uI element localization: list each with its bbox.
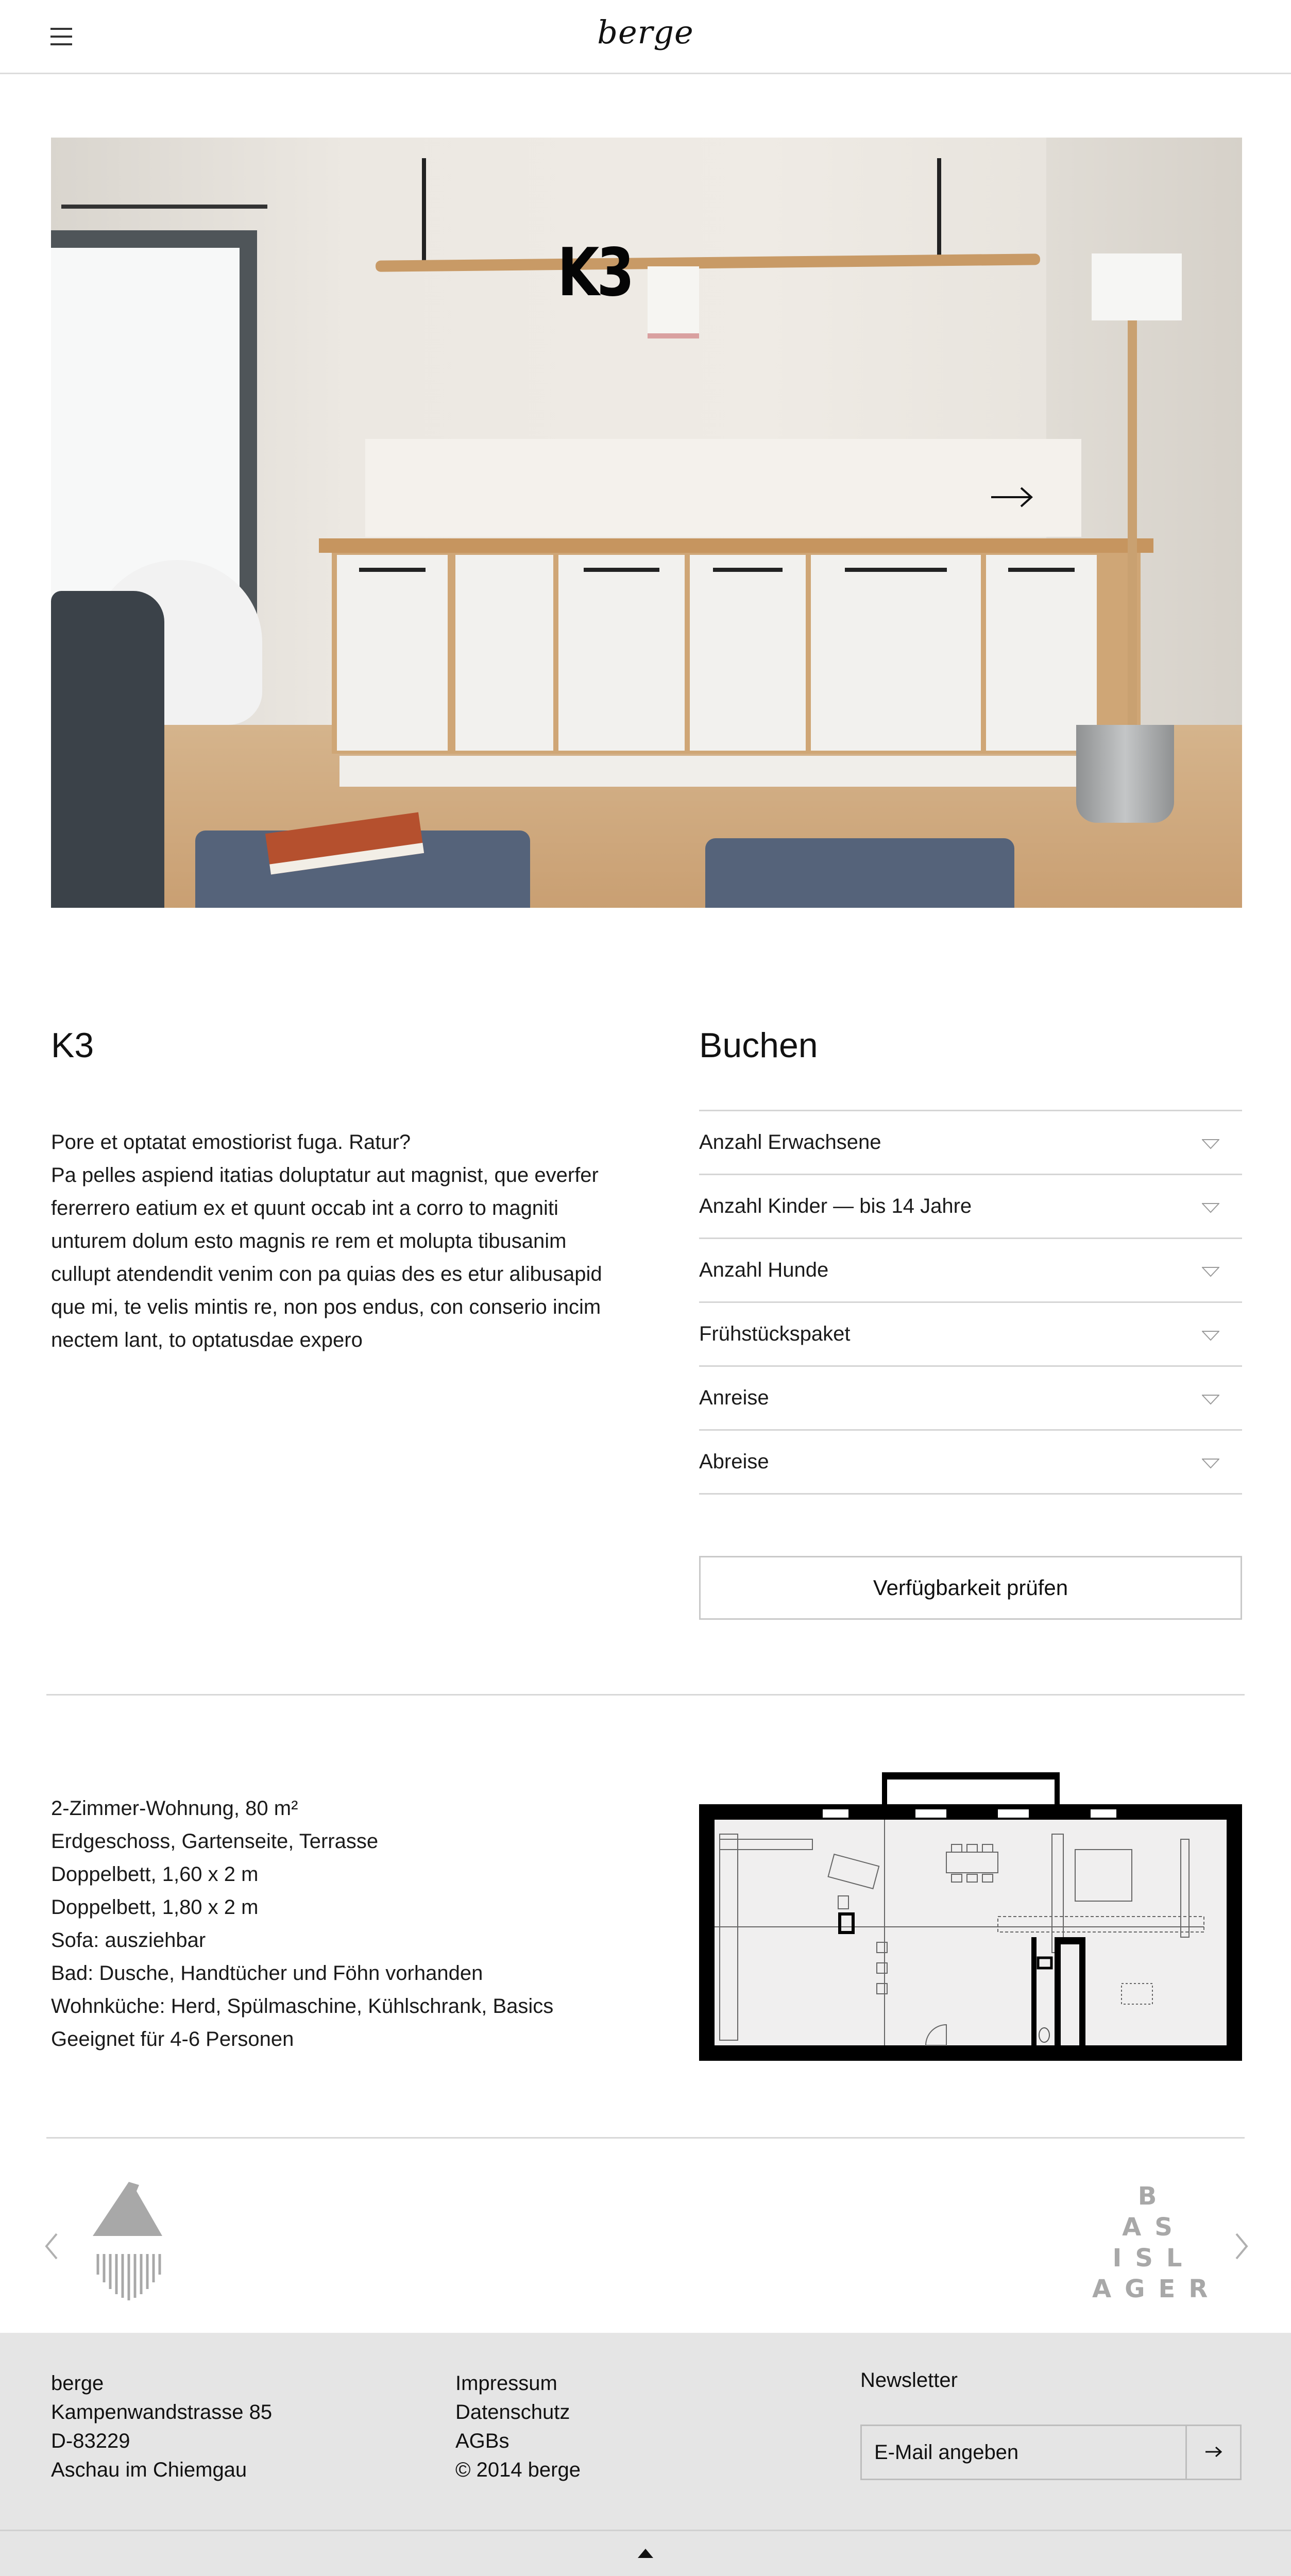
site-footer (0, 2333, 1291, 2530)
chevron-down-icon (1202, 1459, 1219, 1469)
dogs-select[interactable] (699, 1239, 1242, 1303)
hamburger-menu-icon[interactable] (50, 28, 72, 45)
field-label: Anreise (699, 1386, 769, 1409)
breakfast-select[interactable] (699, 1303, 1242, 1367)
field-label: Anzahl Erwachsene (699, 1131, 881, 1154)
departure-select[interactable] (699, 1431, 1242, 1495)
feature-list (51, 1792, 669, 2056)
hero-title: K3 (557, 234, 632, 311)
footer-address (51, 2369, 272, 2484)
booking-title: Buchen (699, 1026, 818, 1065)
chevron-down-icon (1202, 1139, 1219, 1149)
newsletter-title: Newsletter (860, 2369, 958, 2392)
booking-form (699, 1110, 1242, 1495)
apartment-description (51, 1126, 607, 1357)
footer-links (455, 2369, 581, 2484)
triangle-up-icon[interactable] (637, 2546, 654, 2561)
arrow-right-icon[interactable] (989, 482, 1035, 513)
section-divider (46, 2137, 1245, 2139)
floor-plan (699, 1772, 1242, 2061)
copyright-text: © 2014 berge (455, 2459, 581, 2481)
feature-item: Doppelbett, 1,60 x 2 m (51, 1863, 259, 1886)
site-header (0, 0, 1291, 74)
footer-link-datenschutz[interactable]: Datenschutz (455, 2401, 570, 2424)
feature-item: Bad: Dusche, Handtücher und Föhn vorhanden (51, 1962, 483, 1985)
feature-item: Sofa: ausziehbar (51, 1929, 206, 1952)
apartment-title: K3 (51, 1026, 94, 1065)
address-line: D-83229 (51, 2430, 130, 2452)
address-line: Aschau im Chiemgau (51, 2459, 247, 2481)
arrival-select[interactable] (699, 1367, 1242, 1431)
site-logo[interactable]: berge (597, 13, 694, 51)
newsletter-email-input[interactable] (862, 2426, 1186, 2479)
address-line: Kampenwandstrasse 85 (51, 2401, 273, 2424)
description-text: Pore et optatat emostiorist fuga. Ratur? Pa pelles aspiend itatias doluptatur aut magnist, que everfer fererrero eatium ex et quunt occab int a corro to magniti unturem dolum esto magnis re rem et molupta tibusanim cullupt atendendit venim con pa quias des es etur alibusapid que mi, te velis mintis re, non pos endus, con conserio incim nectem lant, to optatusdae expero (51, 1131, 602, 1351)
check-availability-button[interactable]: Verfügbarkeit prüfen (699, 1556, 1242, 1620)
partner-logo-mountain[interactable] (88, 2177, 170, 2311)
hero-image (51, 138, 1242, 908)
field-label: Anzahl Kinder — bis 14 Jahre (699, 1195, 972, 1217)
field-label: Anzahl Hunde (699, 1259, 829, 1281)
chevron-left-icon[interactable] (41, 2231, 62, 2262)
logo-text-row: AS (1122, 2213, 1186, 2242)
footer-link-agbs[interactable]: AGBs (455, 2430, 509, 2452)
address-line: berge (51, 2372, 104, 2395)
logo-text-row: ISL (1112, 2244, 1196, 2273)
chevron-down-icon (1202, 1203, 1219, 1213)
chevron-right-icon[interactable] (1231, 2231, 1252, 2262)
newsletter-submit-button[interactable] (1185, 2426, 1240, 2479)
chevron-down-icon (1202, 1267, 1219, 1277)
feature-item: 2-Zimmer-Wohnung, 80 m² (51, 1797, 298, 1820)
feature-item: Erdgeschoss, Gartenseite, Terrasse (51, 1830, 379, 1853)
feature-item: Doppelbett, 1,80 x 2 m (51, 1896, 259, 1919)
chevron-down-icon (1202, 1331, 1219, 1341)
arrow-right-icon (1203, 2444, 1224, 2460)
field-label: Frühstückspaket (699, 1323, 851, 1345)
newsletter-form (860, 2425, 1242, 2480)
field-label: Abreise (699, 1450, 769, 1473)
adults-select[interactable] (699, 1111, 1242, 1175)
feature-item: Geeignet für 4-6 Personen (51, 2028, 294, 2050)
footer-link-impressum[interactable]: Impressum (455, 2372, 557, 2395)
logo-text-row: B (1137, 2182, 1170, 2211)
partner-logo-basislager[interactable] (1092, 2182, 1221, 2311)
feature-item: Wohnküche: Herd, Spülmaschine, Kühlschrank, Basics (51, 1995, 554, 2018)
children-select[interactable] (699, 1175, 1242, 1239)
footer-bottom-bar (0, 2530, 1291, 2576)
chevron-down-icon (1202, 1395, 1219, 1405)
logo-text-row: AGER (1092, 2275, 1221, 2303)
section-divider (46, 1694, 1245, 1696)
